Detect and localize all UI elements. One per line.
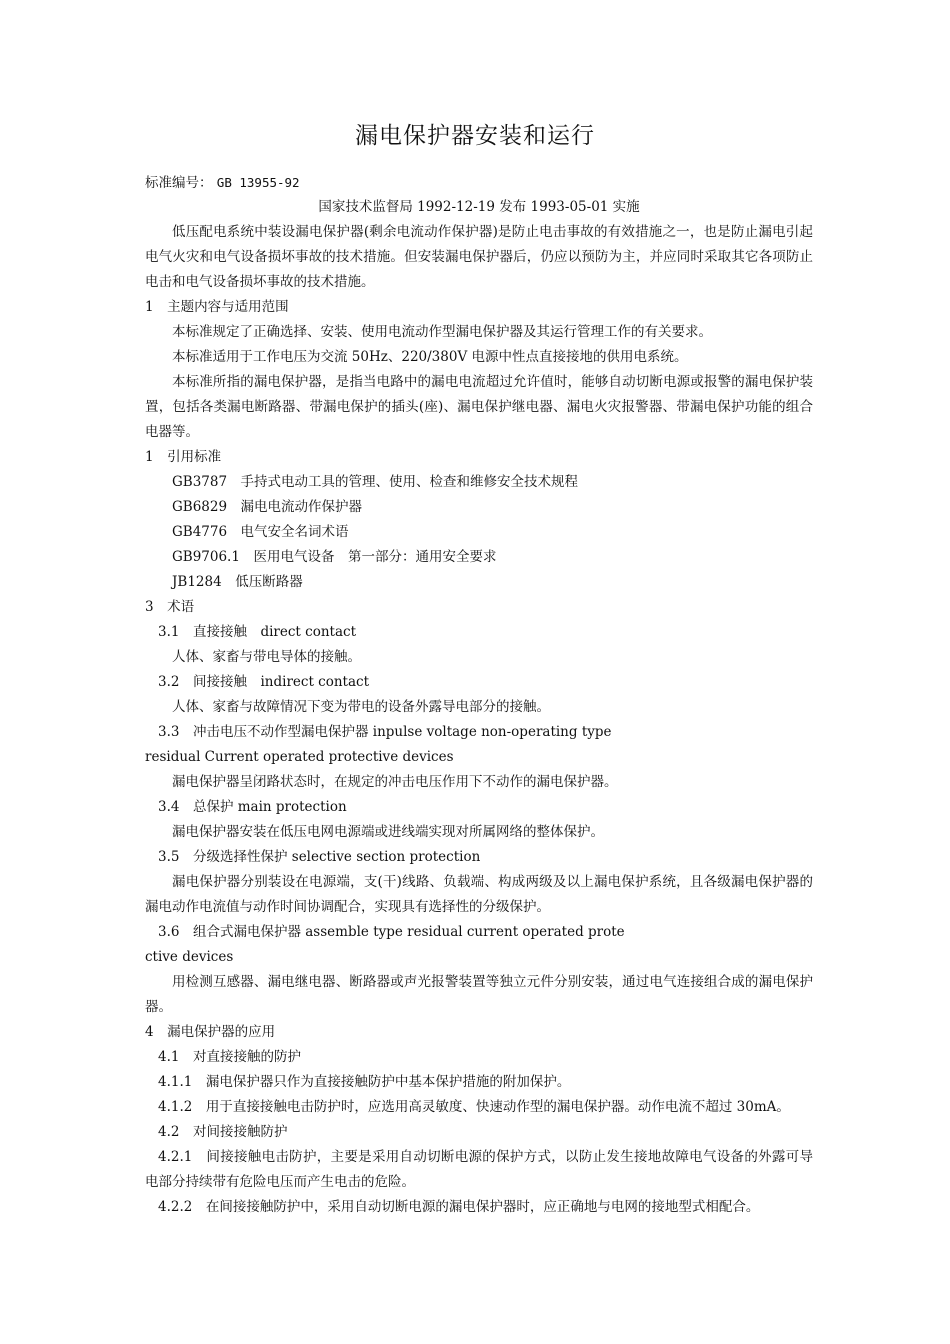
section-heading: 3 术语 [145, 599, 195, 615]
term-definition: 人体、家畜与带电导体的接触。 [172, 649, 361, 665]
standard-number-value: GB 13955-92 [216, 175, 300, 190]
standard-number-line [145, 170, 813, 195]
term-heading: 3.2 间接接触 indirect contact [158, 674, 370, 690]
section-heading: 1 引用标准 [145, 449, 222, 465]
term-definition: 漏电保护器安装在低压电网电源端或进线端实现对所属网络的整体保护。 [172, 824, 604, 840]
clause-text: 4.1.2 用于直接接触电击防护时，应选用高灵敏度、快速动作型的漏电保护器。动作电流不超过 30mA。 [158, 1099, 790, 1115]
term-heading: 3.6 组合式漏电保护器 assemble type residual current operated prote [158, 924, 625, 940]
term-heading: 3.5 分级选择性保护 selective section protection [158, 849, 481, 865]
section-paragraph: 本标准规定了正确选择、安装、使用电流动作型漏电保护器及其运行管理工作的有关要求。 [172, 324, 712, 340]
reference-item: JB1284 低压断路器 [172, 574, 303, 590]
term-heading: 3.1 直接接触 direct contact [158, 624, 356, 640]
term-definition: 漏电保护器呈闭路状态时，在规定的冲击电压作用下不动作的漏电保护器。 [172, 774, 618, 790]
clause-text: 4.2.1 间接接触电击防护，主要是采用自动切断电源的保护方式，以防止发生接地故障电气设备的外露可导电部分持续带有危险电压而产生电击的危险。 [145, 1149, 813, 1190]
subsection-heading: 4.2 对间接接触防护 [158, 1124, 288, 1140]
term-heading-continuation: ctive devices [145, 949, 234, 965]
reference-item: GB9706.1 医用电气设备 第一部分：通用安全要求 [172, 549, 497, 565]
standard-number-label: 标准编号： [145, 175, 213, 191]
reference-item: GB6829 漏电电流动作保护器 [172, 499, 363, 515]
reference-item: GB4776 电气安全名词术语 [172, 524, 349, 540]
term-heading: 3.4 总保护 main protection [158, 799, 347, 815]
section-heading: 4 漏电保护器的应用 [145, 1024, 276, 1040]
term-heading: 3.3 冲击电压不动作型漏电保护器 inpulse voltage non-operating type [158, 724, 612, 740]
term-definition: 漏电保护器分别装设在电源端，支(干)线路、负载端、构成两级及以上漏电保护系统，且各级漏电保护器的漏电动作电流值与动作时间协调配合，实现具有选择性的分级保护。 [145, 874, 813, 915]
intro-paragraph: 低压配电系统中装设漏电保护器(剩余电流动作保护器)是防止电击事故的有效措施之一，也是防止漏电引起电气火灾和电气设备损坏事故的技术措施。但安装漏电保护器后，仍应以预防为主，并应同时采取其它各项防止电击和电气设备损坏事故的技术措施。 [145, 224, 813, 290]
clause-text: 4.2.2 在间接接触防护中，采用自动切断电源的漏电保护器时，应正确地与电网的接地型式相配合。 [158, 1199, 760, 1215]
document-body [145, 170, 813, 1220]
clause-text: 4.1.1 漏电保护器只作为直接接触防护中基本保护措施的附加保护。 [158, 1074, 571, 1090]
reference-item: GB3787 手持式电动工具的管理、使用、检查和维修安全技术规程 [172, 474, 579, 490]
term-heading-continuation: residual Current operated protective devices [145, 749, 454, 765]
section-heading: 1 主题内容与适用范围 [145, 299, 289, 315]
section-paragraph: 本标准适用于工作电压为交流 50Hz、220/380V 电源中性点直接接地的供用电系统。 [172, 349, 688, 365]
subsection-heading: 4.1 对直接接触的防护 [158, 1049, 301, 1065]
publish-line: 国家技术监督局 1992-12-19 发布 1993-05-01 实施 [318, 199, 640, 215]
section-paragraph: 本标准所指的漏电保护器，是指当电路中的漏电电流超过允许值时，能够自动切断电源或报警的漏电保护装置，包括各类漏电断路器、带漏电保护的插头(座)、漏电保护继电器、漏电火灾报警器、带漏电保护功能的组合电器等。 [145, 374, 813, 440]
term-definition: 人体、家畜与故障情况下变为带电的设备外露导电部分的接触。 [172, 699, 550, 715]
term-definition: 用检测互感器、漏电继电器、断路器或声光报警装置等独立元件分别安装，通过电气连接组合成的漏电保护器。 [145, 974, 813, 1015]
page-title: 漏电保护器安装和运行 [355, 123, 595, 149]
